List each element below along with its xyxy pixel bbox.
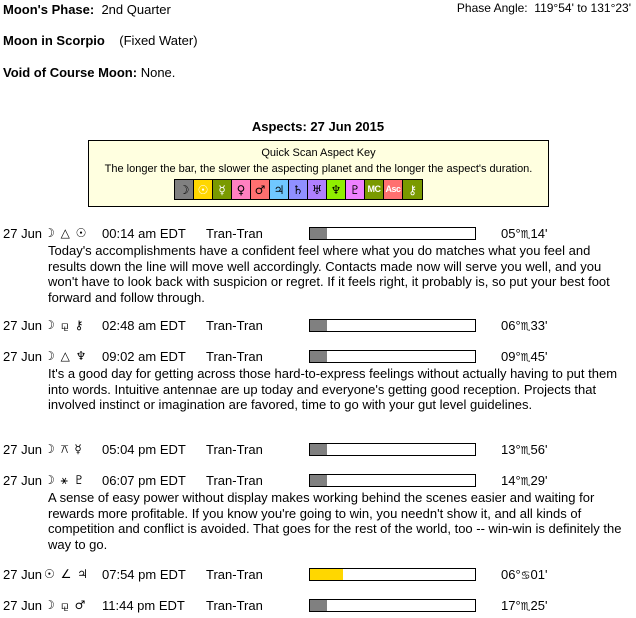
aspect-time: 07:54 pm EDT	[102, 567, 186, 582]
aspect-time: 05:04 pm EDT	[102, 442, 186, 457]
aspect-row-header	[0, 567, 636, 584]
aspect-position: 06°♋01'	[501, 567, 548, 582]
duration-bar-fill	[310, 228, 327, 239]
zodiac-sign-icon: ♏	[520, 444, 531, 457]
uranus-icon: ♅	[308, 180, 327, 199]
chiron-icon: ⚷	[403, 180, 422, 199]
aspect-row-header	[0, 318, 636, 335]
aspect-type: Tran-Tran	[206, 226, 263, 241]
venus-icon: ♀	[232, 180, 251, 199]
aspects-title: Aspects: 27 Jun 2015	[251, 119, 385, 134]
aspect-time: 06:07 pm EDT	[102, 473, 186, 488]
pluto-icon: ♇	[346, 180, 365, 199]
zodiac-sign-icon: ♏	[520, 600, 531, 613]
phase-angle-label: Phase Angle:	[456, 1, 528, 15]
voc-label: Void of Course Moon:	[3, 65, 138, 80]
mars-icon: ♂	[251, 180, 270, 199]
aspect-date: 27 Jun	[3, 598, 43, 613]
aspect-row	[0, 349, 636, 413]
aspect-row	[0, 226, 636, 305]
moon-phase-label: Moon's Phase:	[3, 2, 95, 17]
phase-angle-value: 119°54' to 131°23'	[534, 1, 631, 15]
aspect-row-header	[0, 473, 636, 490]
duration-bar-fill	[310, 320, 327, 331]
void-of-course	[3, 65, 175, 80]
aspect-key-title: Quick Scan Aspect Key	[261, 147, 376, 159]
duration-bar	[309, 568, 476, 581]
duration-bar-fill	[310, 569, 343, 580]
sun-icon: ☉	[194, 180, 213, 199]
zodiac-sign-icon: ♏	[520, 475, 531, 488]
aspect-type: Tran-Tran	[206, 318, 263, 333]
aspect-time: 00:14 am EDT	[102, 226, 186, 241]
aspect-row-header	[0, 598, 636, 615]
aspect-interpretation: It's a good day for getting across those hard-to-express feelings without actually having to put them into words. Intuitive antennae are up today and everyone's getting good reception. Projects that involved instinct or imagination are favored, time to go with your gut level guidelines.	[48, 366, 618, 412]
aspect-position: 06°♏33'	[501, 318, 548, 333]
aspect-date: 27 Jun	[3, 318, 43, 333]
duration-bar-fill	[310, 600, 327, 611]
aspect-date: 27 Jun	[3, 442, 43, 457]
duration-bar	[309, 319, 476, 332]
aspect-row-header	[0, 442, 636, 459]
aspect-type: Tran-Tran	[206, 473, 263, 488]
aspect-date: 27 Jun	[3, 473, 43, 488]
saturn-icon: ♄	[289, 180, 308, 199]
aspect-position: 17°♏25'	[501, 598, 548, 613]
aspect-row-header	[0, 349, 636, 366]
duration-bar-fill	[310, 475, 327, 486]
aspect-row	[0, 318, 636, 335]
jupiter-icon: ♃	[270, 180, 289, 199]
aspect-glyphs-icon: ☽ △ ☉	[44, 226, 88, 240]
aspect-interpretation: Today's accomplishments have a confident feel where what you do matches what you feel and results down the line will move well accordingly. Contacts made now will serve you well, and you won't have to look back with suspicion or regret. If it feels right, it probably is, so put your best foot forward and follow through.	[48, 243, 610, 305]
aspect-glyphs-icon: ☉ ∠ ♃	[44, 567, 89, 581]
duration-bar	[309, 599, 476, 612]
aspect-row	[0, 567, 636, 584]
duration-bar	[309, 474, 476, 487]
duration-bar	[309, 443, 476, 456]
aspect-position: 14°♏29'	[501, 473, 548, 488]
moon-sign	[3, 33, 198, 48]
aspect-type: Tran-Tran	[206, 442, 263, 457]
zodiac-sign-icon: ♏	[520, 320, 531, 333]
zodiac-sign-icon: ♏	[520, 228, 531, 241]
aspect-time: 09:02 am EDT	[102, 349, 186, 364]
aspect-glyphs-icon: ☽ ⚻ ☿	[44, 442, 83, 456]
aspect-time: 02:48 am EDT	[102, 318, 186, 333]
aspect-position: 09°♏45'	[501, 349, 548, 364]
moon-phase-value: 2nd Quarter	[101, 2, 171, 17]
aspect-row	[0, 598, 636, 615]
moon-sign-label: Moon in Scorpio	[3, 33, 105, 48]
duration-bar	[309, 350, 476, 363]
aspect-position: 05°♏14'	[501, 226, 548, 241]
duration-bar	[309, 227, 476, 240]
zodiac-sign-icon: ♋	[520, 569, 531, 582]
duration-bar-fill	[310, 444, 327, 455]
phase-angle	[457, 1, 631, 15]
aspect-position: 13°♏56'	[501, 442, 548, 457]
neptune-icon: ♆	[327, 180, 346, 199]
aspect-type: Tran-Tran	[206, 567, 263, 582]
aspect-date: 27 Jun	[3, 567, 43, 582]
moon-sign-value: (Fixed Water)	[119, 33, 198, 48]
aspect-glyphs-icon: ☽ △ ♆	[44, 349, 88, 363]
aspect-interpretation: A sense of easy power without display makes working behind the scenes easier and waiting for rewards more profitable. If you know you're going to win, you needn't show it, and all kinds of competition and conflict is avoided. That goes for the rest of the world, too -- win-win is definitely the way to go.	[48, 490, 622, 552]
aspect-row	[0, 442, 636, 459]
aspect-glyphs-icon: ☽ ⚼ ♂	[44, 598, 87, 612]
aspect-date: 27 Jun	[3, 226, 43, 241]
moon-phase	[3, 2, 171, 17]
aspect-type: Tran-Tran	[206, 598, 263, 613]
aspect-key-box	[88, 140, 549, 207]
aspect-glyphs-icon: ☽ ⚼ ⚷	[44, 318, 85, 332]
zodiac-sign-icon: ♏	[520, 351, 531, 364]
aspect-time: 11:44 pm EDT	[102, 598, 185, 613]
duration-bar-fill	[310, 351, 327, 362]
ascendant-icon: Asc	[384, 180, 403, 199]
aspect-key-description: The longer the bar, the slower the aspecting planet and the longer the aspect's duration.	[104, 163, 533, 175]
aspect-row	[0, 473, 636, 552]
midheaven-icon: MC	[365, 180, 384, 199]
aspect-glyphs-icon: ☽ ⚹ ♇	[44, 473, 86, 487]
mercury-icon: ☿	[213, 180, 232, 199]
aspect-date: 27 Jun	[3, 349, 43, 364]
voc-value: None.	[140, 65, 176, 80]
aspect-row-header	[0, 226, 636, 243]
aspect-type: Tran-Tran	[206, 349, 263, 364]
aspect-key-glyphs	[174, 179, 423, 200]
moon-icon: ☽	[175, 180, 194, 199]
